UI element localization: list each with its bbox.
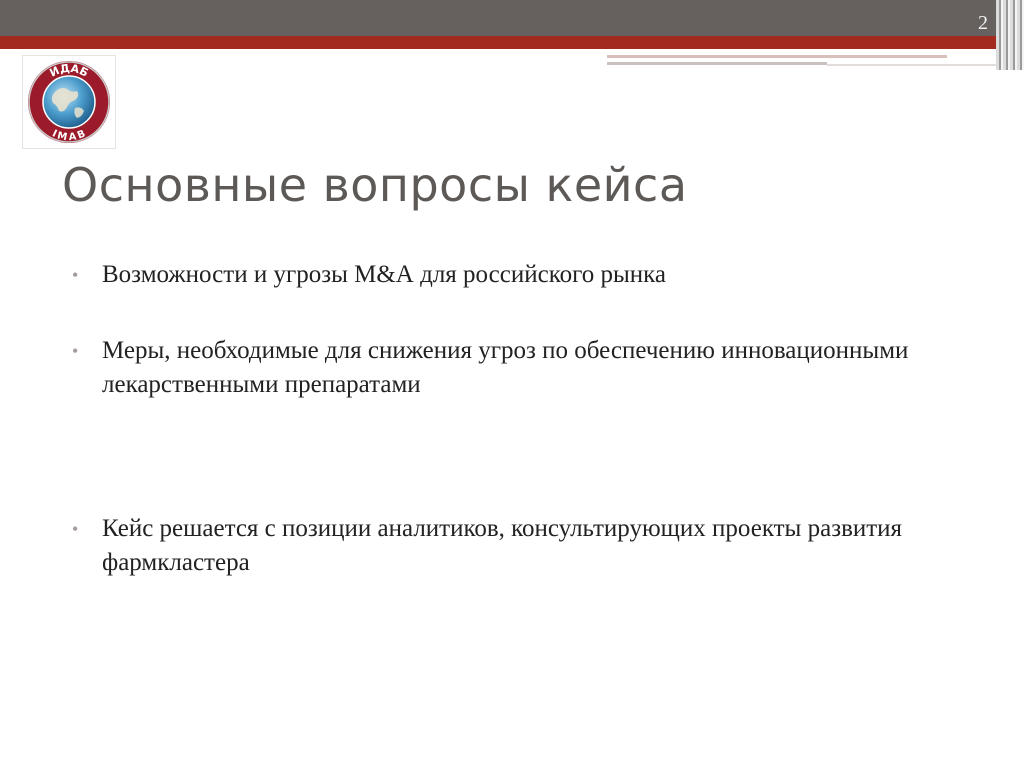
header-decor-line: [607, 55, 947, 58]
globe-logo-icon: [25, 58, 113, 146]
header-decor-line: [827, 64, 997, 66]
header-accent-band: [0, 36, 1024, 49]
bullet-text: Возможности и угрозы М&А для российского рынка: [102, 261, 667, 288]
header-decor-stripes: [996, 0, 1024, 70]
bullet-icon: •: [72, 341, 79, 361]
list-item: [72, 512, 952, 580]
logo: [22, 55, 116, 149]
bullet-text: Меры, необходимые для снижения угроз по обеспечению инновационными лекарственными препаратами: [102, 337, 909, 398]
list-item: [72, 334, 952, 402]
logo-text-top: ИДАБ: [47, 61, 91, 80]
bullet-list: [72, 258, 952, 580]
list-item: [72, 258, 952, 292]
bullet-icon: •: [72, 519, 79, 539]
header-bar: [0, 0, 1024, 36]
bullet-text: Кейс решается с позиции аналитиков, консультирующих проекты развития фармкластера: [102, 515, 903, 576]
slide-number: 2: [978, 12, 988, 34]
slide-title: Основные вопросы кейса: [62, 158, 688, 212]
logo-text-bottom: IMAB: [50, 128, 88, 144]
header-decor-line: [607, 62, 827, 65]
bullet-icon: •: [72, 265, 79, 285]
